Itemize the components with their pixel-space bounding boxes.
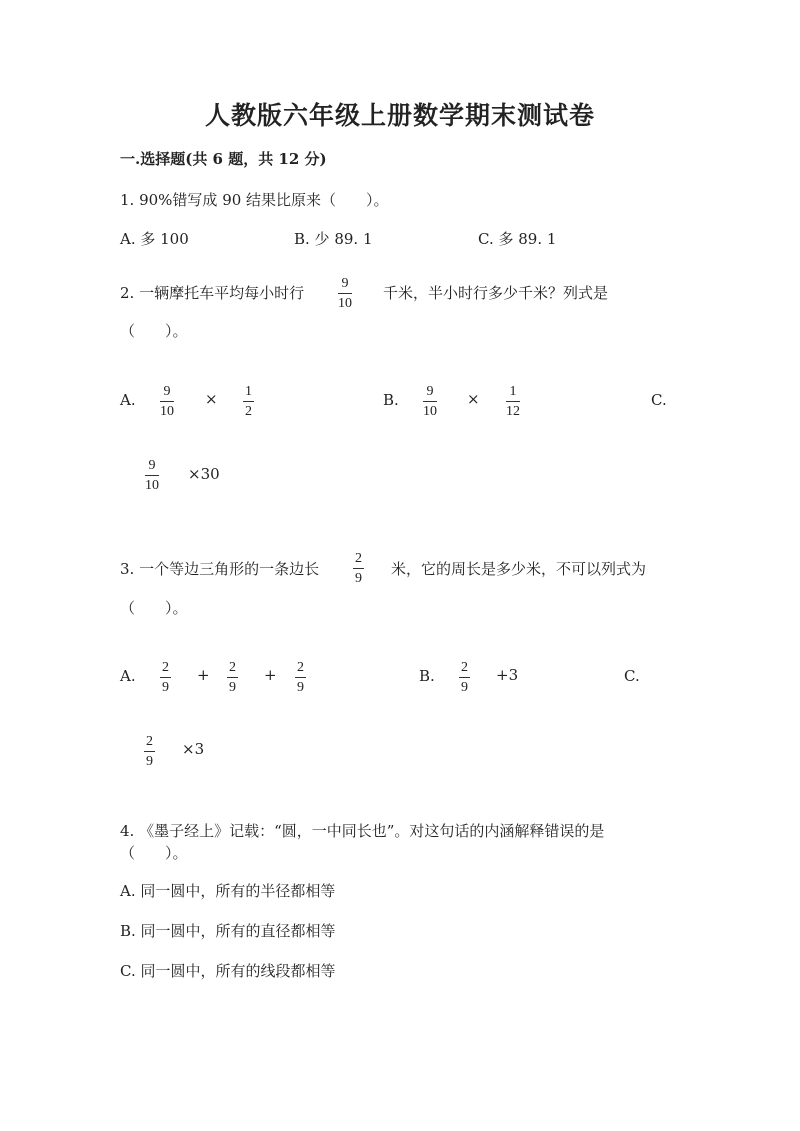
page-title: 人教版六年级上册数学期末测试卷	[204, 101, 595, 130]
fraction-denominator: 10	[145, 478, 159, 493]
fraction-denominator: 10	[338, 296, 352, 311]
plus-sign: +	[264, 666, 277, 684]
question-3-stem-part-2: 米，它的周长是多少米，不可以列式为	[391, 560, 647, 578]
fraction-numerator: 2	[355, 551, 362, 566]
question-4-option-c: C. 同一圆中，所有的线段都相等	[120, 962, 336, 980]
fraction-bar	[243, 401, 254, 402]
question-3-option-b-label: B.	[419, 667, 435, 685]
question-1-option-c: C. 多 89. 1	[478, 230, 557, 248]
fraction-numerator: 9	[341, 276, 349, 291]
fraction-numerator: 1	[245, 384, 252, 399]
multiply-sign: ×	[205, 390, 218, 408]
question-2-option-b-fraction-2	[506, 384, 520, 420]
fraction-numerator: 9	[148, 458, 156, 473]
question-3-option-b-fraction	[459, 660, 470, 696]
fraction-bar	[160, 677, 171, 678]
question-2-option-b-fraction-1	[423, 384, 437, 420]
question-4-option-b: B. 同一圆中，所有的直径都相等	[120, 922, 336, 940]
fraction-denominator: 12	[506, 404, 520, 419]
fraction-bar	[423, 401, 437, 402]
fraction-bar	[227, 677, 238, 678]
question-3-option-c-label: C.	[624, 667, 640, 685]
fraction-denominator: 9	[461, 680, 468, 695]
question-4-option-a: A. 同一圆中，所有的半径都相等	[120, 882, 336, 900]
fraction-denominator: 9	[146, 754, 153, 769]
fraction-numerator: 2	[146, 734, 153, 749]
question-2-stem-part-2: 千米，半小时行多少千米？列式是	[383, 284, 609, 302]
question-1-stem: 1. 90%错写成 90 结果比原来（ ）。	[120, 191, 389, 209]
question-2-option-a-fraction-1	[160, 384, 174, 420]
fraction-numerator: 2	[162, 660, 169, 675]
question-1-option-b: B. 少 89. 1	[294, 230, 373, 248]
question-2-option-b-label: B.	[383, 391, 399, 409]
fraction-bar	[459, 677, 470, 678]
question-3-option-b-tail: +3	[496, 666, 519, 684]
question-3-option-a-fraction-1	[160, 660, 171, 696]
fraction-denominator: 2	[245, 404, 252, 419]
question-2-option-a-fraction-2	[243, 384, 254, 420]
fraction-bar	[160, 401, 174, 402]
question-3-stem-part-1: 3. 一个等边三角形的一条边长	[120, 560, 320, 578]
fraction-denominator: 9	[297, 680, 304, 695]
question-3-option-a-fraction-3	[295, 660, 306, 696]
section-heading: 一.选择题(共 6 题，共 12 分)	[120, 150, 327, 168]
fraction-bar	[338, 293, 352, 294]
question-4-stem: 4. 《墨子经上》记载：“圆，一中同长也”。对这句话的内涵解释错误的是	[120, 822, 605, 840]
fraction-denominator: 10	[160, 404, 174, 419]
fraction-numerator: 2	[297, 660, 304, 675]
fraction-numerator: 2	[461, 660, 468, 675]
question-3-stem-fraction	[353, 551, 364, 587]
question-2-option-c-label: C.	[651, 391, 667, 409]
question-2-option-a-label: A.	[120, 391, 136, 409]
fraction-numerator: 9	[426, 384, 434, 399]
question-2-stem-fraction	[338, 276, 352, 312]
fraction-bar	[144, 751, 155, 752]
fraction-bar	[145, 475, 159, 476]
fraction-bar	[506, 401, 520, 402]
fraction-denominator: 9	[162, 680, 169, 695]
plus-sign: +	[197, 666, 210, 684]
question-2-option-c-tail: ×30	[188, 465, 220, 483]
question-1-option-a: A. 多 100	[120, 230, 189, 248]
question-3-option-a-fraction-2	[227, 660, 238, 696]
fraction-bar	[353, 568, 364, 569]
question-4-answer-blank: （ ）。	[120, 844, 188, 862]
fraction-denominator: 9	[355, 571, 362, 586]
fraction-denominator: 10	[423, 404, 437, 419]
question-2-option-c-fraction	[145, 458, 159, 494]
question-3-option-c-tail: ×3	[182, 740, 205, 758]
fraction-numerator: 1	[509, 384, 517, 399]
fraction-denominator: 9	[229, 680, 236, 695]
question-3-answer-blank: （ ）。	[120, 599, 188, 617]
question-3-option-c-fraction	[144, 734, 155, 770]
fraction-numerator: 2	[229, 660, 236, 675]
question-2-answer-blank: （ ）。	[120, 322, 188, 340]
fraction-numerator: 9	[163, 384, 171, 399]
multiply-sign: ×	[467, 390, 480, 408]
question-3-option-a-label: A.	[120, 667, 136, 685]
fraction-bar	[295, 677, 306, 678]
question-2-stem-part-1: 2. 一辆摩托车平均每小时行	[120, 284, 305, 302]
